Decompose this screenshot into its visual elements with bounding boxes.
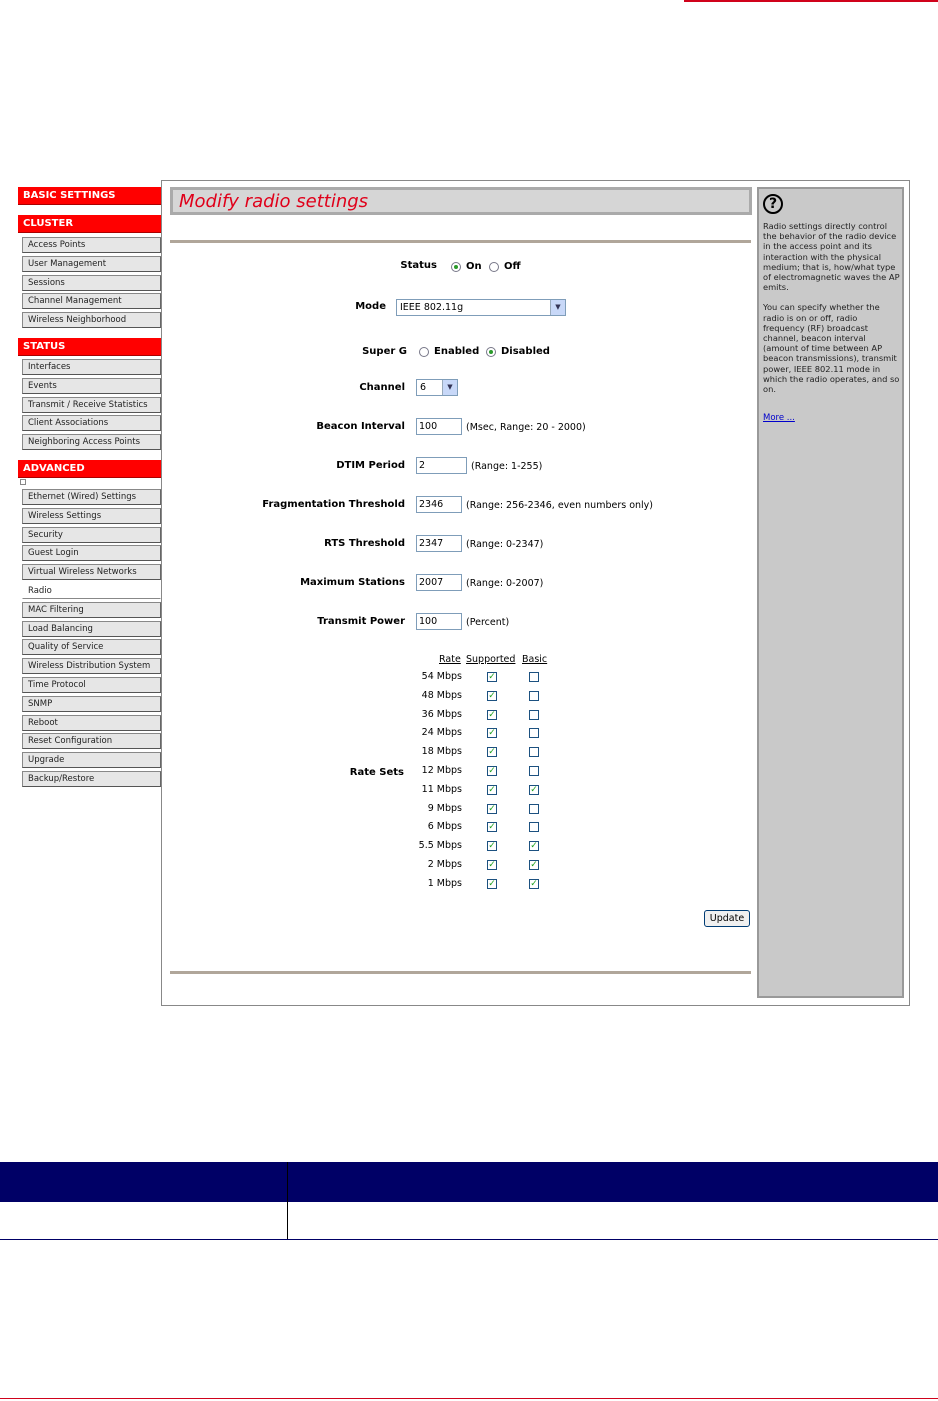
more-link[interactable]: More ... (763, 413, 795, 423)
fragmentation-threshold-hint: (Range: 256-2346, even numbers only) (466, 500, 654, 511)
sidebar-item-snmp[interactable]: SNMP (22, 696, 161, 712)
sidebar-item-sessions[interactable]: Sessions (22, 275, 161, 291)
dtim-period-field[interactable]: 2 (416, 457, 467, 474)
basic-rate-checkbox[interactable] (529, 672, 539, 682)
rts-threshold-hint: (Range: 0-2347) (466, 539, 544, 550)
superg-disabled-label: Disabled (501, 346, 550, 357)
rate-label: 54 Mbps (421, 671, 462, 682)
bottom-rule (170, 971, 751, 974)
table-column-divider (287, 1162, 288, 1240)
supported-rate-checkbox[interactable]: ✓ (488, 878, 496, 889)
rate-label: 12 Mbps (421, 765, 462, 776)
sidebar-item-load-balancing[interactable]: Load Balancing (22, 621, 161, 637)
beacon-interval-field[interactable]: 100 (416, 418, 462, 435)
supported-rate-checkbox[interactable]: ✓ (488, 803, 496, 814)
basic-rate-checkbox[interactable] (529, 804, 539, 814)
sidebar-item-wireless-neighborhood[interactable]: Wireless Neighborhood (22, 312, 161, 328)
supported-rate-checkbox[interactable]: ✓ (488, 860, 496, 870)
basic-rate-checkbox[interactable] (529, 691, 539, 701)
supported-rate-checkbox[interactable]: ✓ (488, 690, 496, 701)
sidebar-item-interfaces[interactable]: Interfaces (22, 359, 161, 375)
status-label: Status (400, 260, 437, 271)
supported-column-header: Supported (466, 654, 516, 665)
transmit-power-field[interactable]: 100 (416, 613, 462, 630)
sidebar-item-transmit-receive-statistics[interactable]: Transmit / Receive Statistics (22, 397, 161, 413)
basic-column-header: Basic (522, 654, 548, 665)
dtim-period-label: DTIM Period (336, 460, 405, 471)
sidebar-item-neighboring-access-points[interactable]: Neighboring Access Points (22, 434, 161, 450)
table-header (0, 1162, 938, 1202)
sidebar-item-security[interactable]: Security (22, 527, 161, 543)
basic-rate-checkbox[interactable]: ✓ (530, 878, 538, 889)
maximum-stations-field[interactable]: 2007 (416, 574, 462, 591)
sidebar-item-access-points[interactable]: Access Points (22, 237, 161, 253)
superg-enabled-label: Enabled (434, 346, 480, 357)
sidebar-item-guest-login[interactable]: Guest Login (22, 545, 161, 561)
rate-label: 2 Mbps (427, 859, 462, 870)
collapse-icon[interactable] (20, 479, 26, 485)
rate-label: 1 Mbps (427, 877, 462, 889)
superg-enabled-radio[interactable] (419, 347, 429, 357)
fragmentation-threshold-field[interactable]: 2346 (416, 496, 462, 513)
rate-column-header: Rate (439, 654, 461, 665)
basic-rate-checkbox[interactable]: ✓ (530, 784, 538, 795)
status-off-label: Off (504, 261, 521, 272)
chevron-down-icon: ▼ (442, 380, 457, 395)
rts-threshold-field[interactable]: 2347 (416, 535, 462, 552)
dtim-period-hint: (Range: 1-255) (471, 461, 543, 472)
status-on-label: On (466, 261, 482, 272)
basic-rate-checkbox[interactable]: ✓ (530, 841, 538, 852)
beacon-interval-hint: (Msec, Range: 20 - 2000) (466, 422, 586, 433)
sidebar-item-user-management[interactable]: User Management (22, 256, 161, 272)
supported-rate-checkbox[interactable]: ✓ (488, 822, 496, 833)
section-cluster[interactable]: CLUSTER (18, 215, 161, 233)
sidebar-item-quality-of-service[interactable]: Quality of Service (22, 639, 161, 655)
status-on-radio[interactable] (451, 262, 461, 272)
channel-value: 6 (420, 382, 427, 393)
table-row-border (0, 1239, 938, 1240)
rate-label: 36 Mbps (421, 708, 462, 720)
superg-disabled-radio[interactable] (486, 347, 496, 357)
sidebar-item-reboot[interactable]: Reboot (22, 715, 161, 731)
sidebar-item-backup-restore[interactable]: Backup/Restore (22, 771, 161, 787)
sidebar-item-client-associations[interactable]: Client Associations (22, 415, 161, 431)
channel-select[interactable] (416, 379, 458, 396)
help-paragraph: Radio settings directly control the behavior of the radio device in the access point and its interaction with the physical medium; that is, how/what type of electromagnetic waves the AP emits. (763, 221, 900, 293)
help-text (763, 221, 901, 404)
maximum-stations-label: Maximum Stations (300, 577, 405, 588)
supported-rate-checkbox[interactable]: ✓ (488, 784, 496, 795)
channel-label: Channel (359, 382, 405, 393)
transmit-power-hint: (Percent) (466, 617, 510, 628)
section-advanced[interactable]: ADVANCED (18, 460, 161, 478)
basic-rate-checkbox[interactable] (529, 822, 539, 832)
page-title: Modify radio settings (179, 191, 369, 212)
rate-label: 6 Mbps (427, 821, 462, 833)
sidebar-item-radio[interactable]: Radio (22, 583, 161, 599)
basic-rate-checkbox[interactable] (529, 728, 539, 738)
mode-label: Mode (355, 301, 386, 312)
sidebar-item-ethernet-wired-settings[interactable]: Ethernet (Wired) Settings (22, 489, 161, 505)
sidebar-item-reset-configuration[interactable]: Reset Configuration (22, 733, 161, 749)
basic-rate-checkbox[interactable]: ✓ (530, 860, 538, 870)
sidebar-item-wireless-settings[interactable]: Wireless Settings (22, 508, 161, 524)
sidebar-item-events[interactable]: Events (22, 378, 161, 394)
superg-label: Super G (362, 346, 407, 357)
question-icon: ? (763, 194, 783, 214)
sidebar-item-mac-filtering[interactable]: MAC Filtering (22, 602, 161, 618)
rate-label: 24 Mbps (421, 727, 462, 739)
supported-rate-checkbox[interactable]: ✓ (488, 709, 496, 720)
rate-label: 5.5 Mbps (418, 840, 462, 852)
supported-rate-checkbox[interactable]: ✓ (488, 728, 496, 739)
beacon-interval-label: Beacon Interval (316, 421, 405, 432)
section-status[interactable]: STATUS (18, 338, 161, 356)
transmit-power-label: Transmit Power (317, 616, 405, 627)
mode-select[interactable] (396, 299, 566, 316)
rts-threshold-label: RTS Threshold (324, 538, 405, 549)
fragmentation-threshold-label: Fragmentation Threshold (262, 499, 405, 510)
supported-rate-checkbox[interactable]: ✓ (488, 841, 496, 852)
supported-rate-checkbox[interactable]: ✓ (488, 747, 496, 758)
sidebar-item-channel-management[interactable]: Channel Management (22, 293, 161, 309)
top-rule (170, 240, 751, 243)
help-paragraph: You can specify whether the radio is on or off, radio frequency (RF) broadcast channel, beacon interval (amount of time between AP beacon transmissions), transmit power, IEEE 802.11 mode in which the radio operates, and so on. (763, 302, 900, 395)
maximum-stations-hint: (Range: 0-2007) (466, 578, 544, 589)
sidebar-item-time-protocol[interactable]: Time Protocol (22, 677, 161, 693)
rate-label: 48 Mbps (421, 689, 462, 701)
rate-sets-label: Rate Sets (349, 767, 404, 778)
rate-label: 9 Mbps (427, 802, 462, 814)
sidebar-item-virtual-wireless-networks[interactable]: Virtual Wireless Networks (22, 564, 161, 580)
update-button[interactable]: Update (704, 910, 750, 927)
status-off-radio[interactable] (489, 262, 499, 272)
top-divider (684, 0, 938, 2)
sidebar-item-wireless-distribution-system[interactable]: Wireless Distribution System (22, 658, 161, 674)
basic-rate-checkbox[interactable] (529, 747, 539, 757)
supported-rate-checkbox[interactable]: ✓ (488, 766, 496, 776)
supported-rate-checkbox[interactable]: ✓ (488, 672, 496, 682)
sidebar-item-upgrade[interactable]: Upgrade (22, 752, 161, 768)
basic-rate-checkbox[interactable] (529, 766, 539, 776)
bottom-divider (0, 1398, 938, 1399)
mode-value: IEEE 802.11g (400, 302, 464, 313)
section-basic-settings[interactable]: BASIC SETTINGS (18, 187, 161, 205)
basic-rate-checkbox[interactable] (529, 710, 539, 720)
rate-label: 18 Mbps (421, 746, 462, 758)
rate-label: 11 Mbps (421, 783, 462, 795)
chevron-down-icon: ▼ (550, 300, 565, 315)
page-title-bar (170, 187, 752, 215)
